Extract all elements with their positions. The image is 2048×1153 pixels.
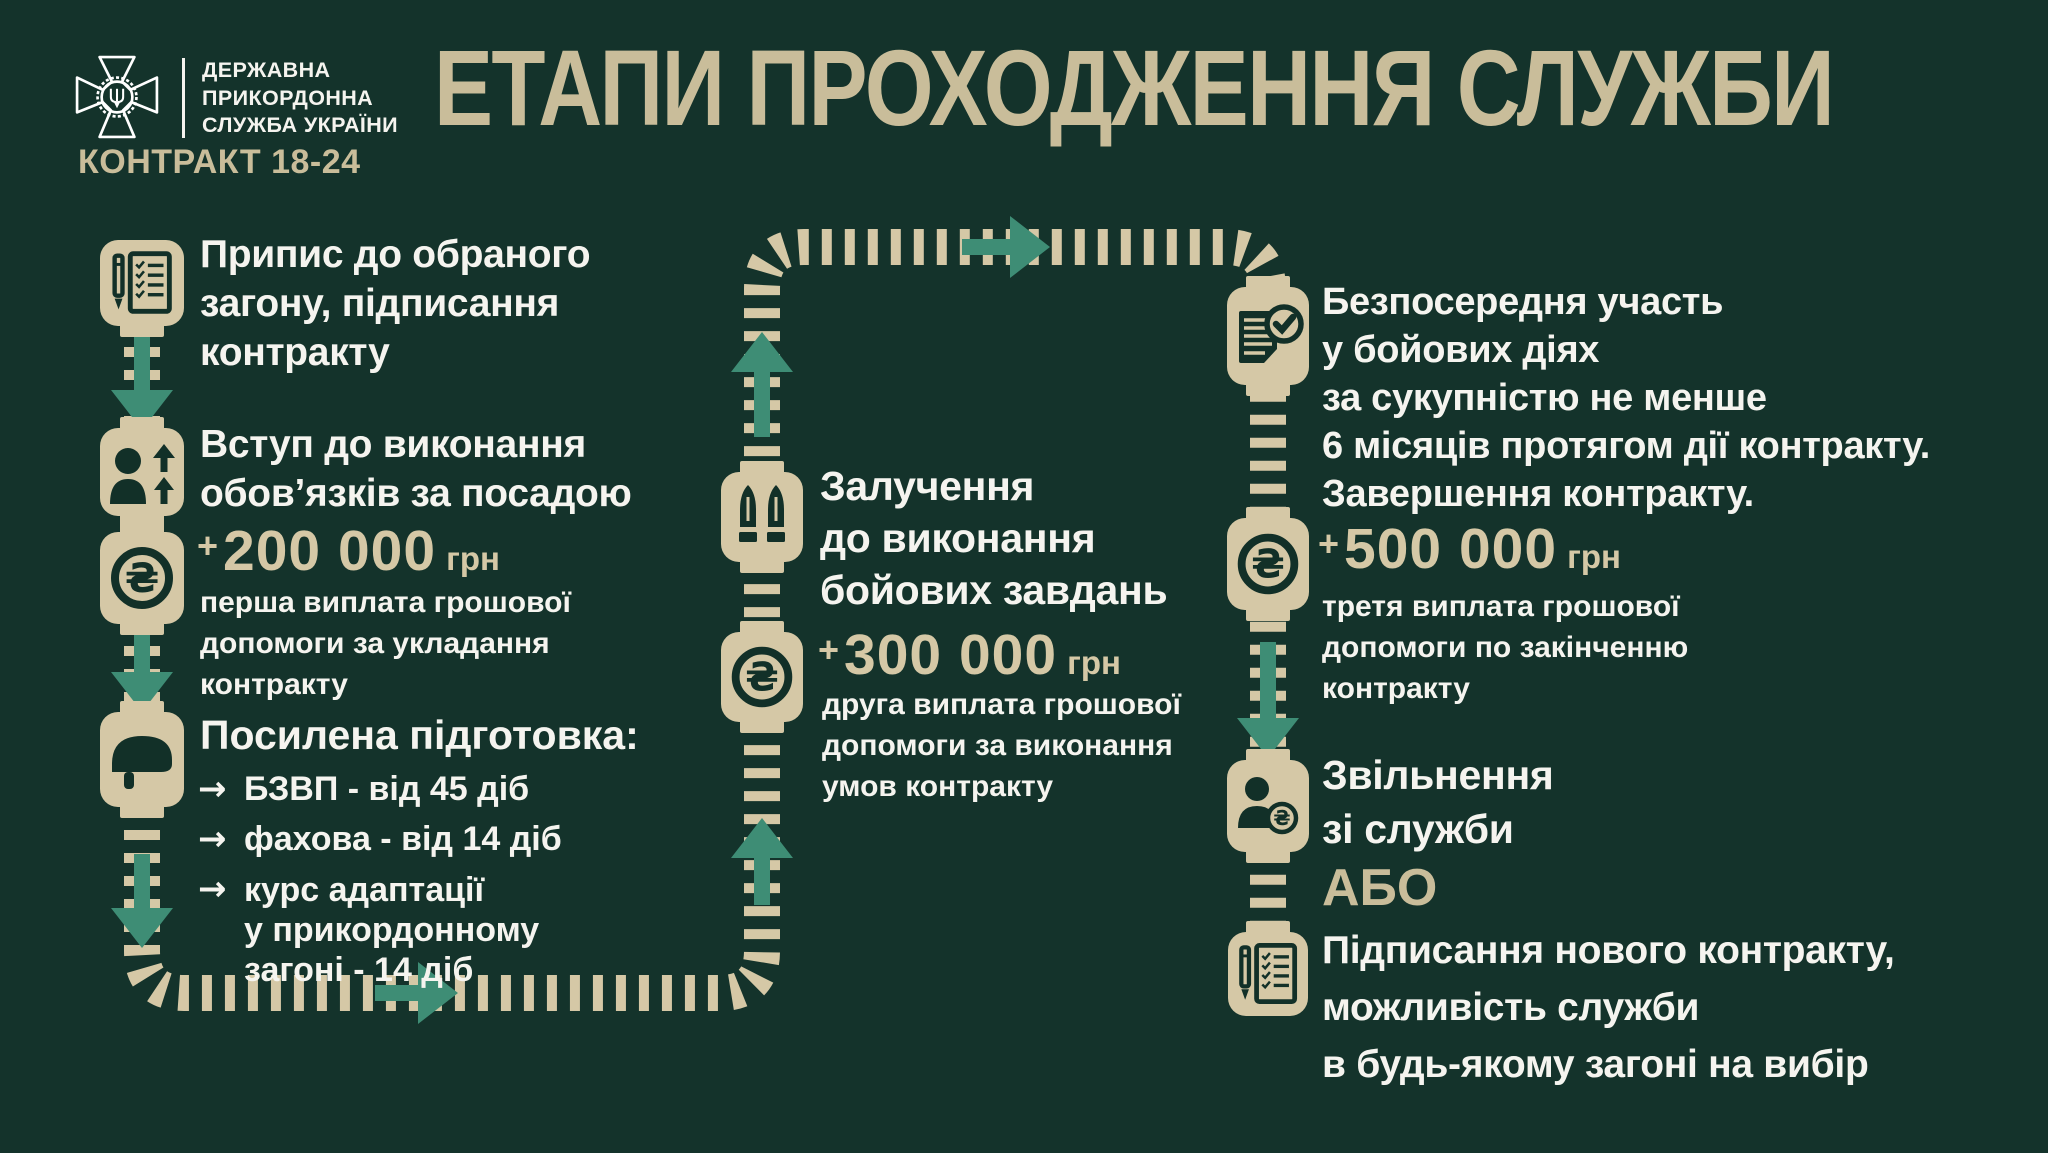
agency-name: ДЕРЖАВНА ПРИКОРДОННА СЛУЖБА УКРАЇНИ bbox=[202, 58, 399, 137]
page-title: ЕТАПИ ПРОХОДЖЕННЯ СЛУЖБИ bbox=[434, 27, 1834, 148]
payment2-value: 300 000 bbox=[844, 623, 1058, 687]
contract-document-icon bbox=[100, 240, 184, 326]
plus-sign: + bbox=[818, 629, 840, 670]
step6-text: Підписання нового контракту, можливість служби в будь-якому загоні на вибір bbox=[1322, 929, 1895, 1086]
arrow-bullet-icon: → bbox=[198, 819, 227, 859]
plus-sign: + bbox=[1318, 523, 1340, 564]
step2-text: Вступ до виконання обов’язків за посадою bbox=[200, 423, 632, 515]
person-promotion-icon bbox=[100, 428, 184, 516]
payment3-value: 500 000 bbox=[1344, 517, 1558, 581]
svg-text:₴: ₴ bbox=[1273, 806, 1291, 830]
program-label: КОНТРАКТ 18-24 bbox=[78, 143, 361, 181]
person-hryvnia-icon bbox=[1227, 760, 1309, 852]
border-guard-cross-emblem-icon bbox=[74, 54, 160, 140]
training-list bbox=[198, 770, 562, 1002]
payment3-description: третя виплата грошової допомоги по закінченню контракту bbox=[1322, 590, 1689, 705]
hryvnia-coin-icon bbox=[721, 632, 803, 722]
training-title: Посилена підготовка: bbox=[200, 712, 639, 758]
step4-text: Безпосередня участь у бойових діях за сукупністю не менше 6 місяців протягом дії контракту. Завершення контракту. bbox=[1322, 281, 1931, 515]
training-item-2: → фахова - від 14 діб bbox=[198, 819, 562, 859]
logo-divider bbox=[182, 58, 185, 138]
arrow-up-2 bbox=[731, 332, 793, 437]
training-item-3: → курс адаптації у прикордонному загоні - 14 діб bbox=[198, 869, 540, 989]
arrow-down-right bbox=[1237, 642, 1299, 758]
bullets-icon bbox=[721, 472, 803, 562]
arrow-bullet-icon: → bbox=[198, 769, 227, 809]
arrow-down-1 bbox=[111, 336, 173, 430]
arrow-right-top bbox=[962, 216, 1050, 278]
hryvnia-coin-icon bbox=[100, 532, 184, 624]
payment3-currency: грн bbox=[1567, 538, 1621, 575]
document-check-icon bbox=[1227, 287, 1309, 385]
svg-text:₴: ₴ bbox=[1251, 542, 1285, 588]
payment2-currency: грн bbox=[1067, 644, 1121, 681]
arrow-down-3 bbox=[111, 854, 173, 948]
or-label: АБО bbox=[1322, 859, 1438, 917]
svg-text:₴: ₴ bbox=[124, 556, 160, 602]
payment3-amount bbox=[1318, 516, 1621, 592]
svg-text:₴: ₴ bbox=[745, 655, 779, 701]
trident-tip bbox=[114, 102, 120, 108]
training-item-1: → БЗВП - від 45 діб bbox=[198, 769, 530, 809]
payment2-description: друга виплата грошової допомоги за виконання умов контракту bbox=[822, 688, 1181, 803]
payment1-description: перша виплата грошової допомоги за укладання контракту bbox=[200, 586, 571, 701]
payment1-value: 200 000 bbox=[223, 519, 437, 583]
step3-text: Залучення до виконання бойових завдань bbox=[820, 463, 1168, 613]
contract-document-icon bbox=[1228, 932, 1308, 1016]
arrow-up-1 bbox=[731, 818, 793, 905]
plus-sign: + bbox=[197, 525, 219, 566]
helmet-icon bbox=[100, 712, 184, 807]
step1-text: Припис до обраного загону, підписання контракту bbox=[200, 233, 591, 374]
step5-text: Звільнення зі служби bbox=[1322, 752, 1554, 852]
hryvnia-coin-icon bbox=[1227, 518, 1309, 610]
arrow-bullet-icon: → bbox=[198, 869, 227, 909]
payment1-currency: грн bbox=[446, 540, 500, 577]
